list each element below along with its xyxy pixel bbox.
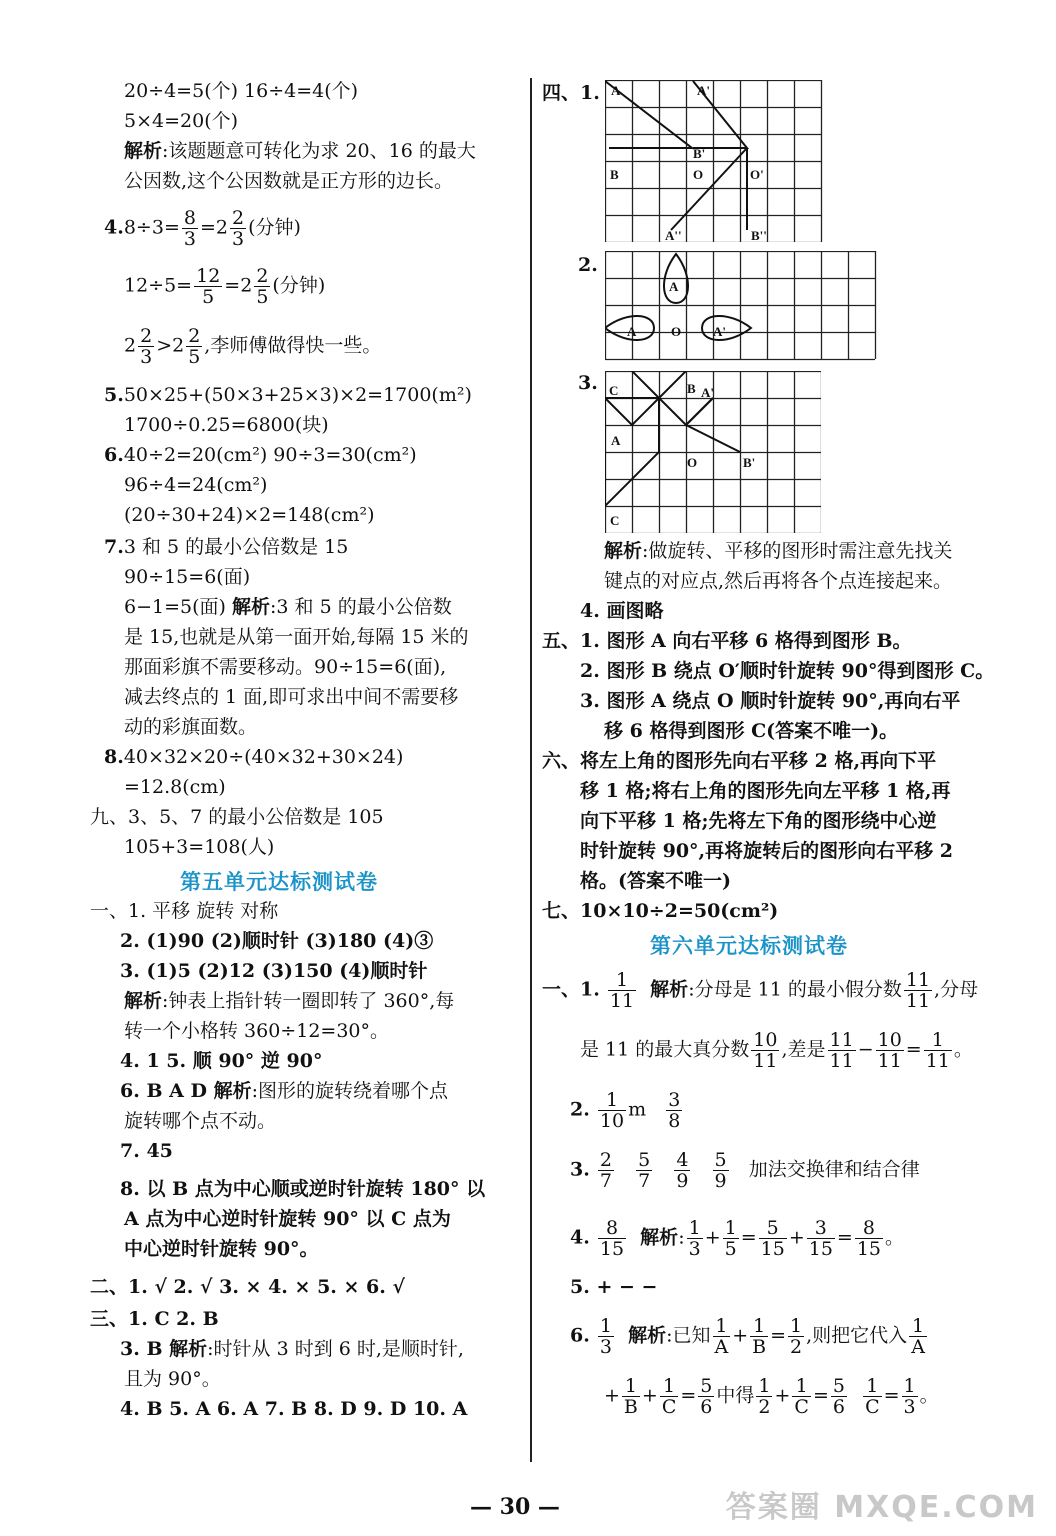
question-8-line1: 8.40×32×20÷(40×32+30×24)	[104, 746, 404, 768]
grid-1-label: 四、1.	[542, 82, 600, 104]
text-line: 旋转哪个点不动。	[124, 1110, 277, 1132]
text-line: 4. B 5. A 6. A 7. B 8. D 9. D 10. A	[120, 1398, 468, 1420]
answer-4: 4. $\frac{8}{15}$ 解析: $\frac{1}{3}$ + $\frac{1}{5}$ = $\frac{5}{15}$ + $\frac{3}{15}$ = $\frac{8}{15}$ 。	[570, 1217, 905, 1260]
point-label: O	[687, 455, 698, 470]
page-number: — 30 —	[470, 1494, 560, 1520]
question-8-line2: =12.8(cm)	[124, 776, 226, 798]
text-line: 是 15,也就是从第一面开始,每隔 15 米的	[124, 626, 469, 648]
text-line: 动的彩旗面数。	[124, 716, 258, 738]
answer-5: 5. + − −	[570, 1276, 658, 1298]
point-label: A'	[701, 385, 714, 400]
point-label: B'	[693, 146, 706, 161]
question-5-line2: 1700÷0.25=6800(块)	[124, 414, 329, 436]
text-line	[124, 140, 476, 162]
fraction: $\frac{8}{3}$	[183, 207, 196, 250]
point-label: B'	[743, 455, 756, 470]
point-label: B	[610, 167, 619, 182]
question-6-line2: 96÷4=24(cm²)	[124, 474, 268, 496]
question-6-line3: (20÷30+24)×2=148(cm²)	[124, 504, 375, 526]
question-5-line1: 5.50×25+(50×3+25×3)×2=1700(m²)	[104, 384, 472, 406]
text-line: 五、1. 图形 A 向右平移 6 格得到图形 B。	[542, 630, 912, 652]
answer-6-line2: + $\frac{1}{B}$ + $\frac{1}{C}$ = $\frac{5}{6}$ 中得 $\frac{1}{2}$ + $\frac{1}{C}$ = $\frac{5}{6}$ $\frac{1}{C}$ = $\frac{1}{3}$ 。	[604, 1375, 939, 1418]
fraction: $\frac{12}{5}$	[196, 265, 221, 308]
grid-figure-3	[605, 371, 821, 533]
question-4-line3: 2 $\frac{2}{3}$ >2 $\frac{2}{5}$ ,李师傅做得快一些。	[124, 325, 382, 368]
answer-3: 3. $\frac{2}{7}$ $\frac{5}{7}$ $\frac{4}{9}$ $\frac{5}{9}$ 加法交换律和结合律	[570, 1149, 920, 1192]
text-line: 5×4=20(个)	[124, 110, 239, 132]
text-line: 3. B 解析:时针从 3 时到 6 时,是顺时针,	[120, 1338, 464, 1360]
answer-1-line2: 是 11 的最大真分数 $\frac{10}{11}$ ,差是 $\frac{11}{11}$ − $\frac{10}{11}$ = $\frac{1}{11}$ 。	[580, 1029, 973, 1072]
analysis-label: 解析	[124, 140, 163, 162]
point-label: A''	[665, 228, 682, 242]
fraction: $\frac{2}{3}$	[140, 325, 153, 368]
point-label: A'	[697, 83, 710, 98]
text-line: 90÷15=6(面)	[124, 566, 251, 588]
point-label: A	[611, 83, 621, 98]
text: (分钟)	[248, 216, 301, 239]
text-line: 解析:做旋转、平移的图形时需注意先找关	[604, 540, 953, 562]
text-line: 8. 以 B 点为中心顺或逆时针旋转 180° 以	[120, 1178, 486, 1200]
text-line: 6. B A D 解析:图形的旋转绕着哪个点	[120, 1080, 448, 1102]
text-line: 六、将左上角的图形先向右平移 2 格,再向下平	[542, 750, 937, 772]
grid-2-label: 2.	[578, 254, 598, 276]
point-label: O'	[750, 167, 764, 182]
text-line: 移 6 格得到图形 C(答案不唯一)。	[604, 720, 899, 742]
text-line: 减去终点的 1 面,即可求出中间不需要移	[124, 686, 459, 708]
fraction: $\frac{2}{5}$	[188, 325, 201, 368]
grid-figure-2	[605, 251, 889, 363]
answer-6-line1: 6. $\frac{1}{3}$ 解析:已知 $\frac{1}{A}$ + $\frac{1}{B}$ = $\frac{1}{2}$ ,则把它代入 $\frac{1}{A}$	[570, 1315, 925, 1358]
text-line: 6−1=5(面) 解析:3 和 5 的最小公倍数	[124, 596, 452, 618]
text-line: 移 1 格;将右上角的图形先向左平移 1 格,再	[580, 780, 951, 802]
watermark	[726, 1482, 1038, 1526]
text-line: 20÷4=5(个) 16÷4=4(个)	[124, 80, 359, 102]
text-line: 4. 画图略	[580, 600, 664, 622]
grid-figure-1	[605, 80, 833, 242]
text-line: 且为 90°。	[124, 1368, 221, 1390]
text-line: 7. 45	[120, 1140, 173, 1162]
text-line: 2. 图形 B 绕点 O′顺时针旋转 90°得到图形 C。	[580, 660, 995, 682]
answer-2: 2. $\frac{1}{10}$ m $\frac{3}{8}$	[570, 1089, 681, 1132]
text-line: A 点为中心逆时针旋转 90° 以 C 点为	[124, 1208, 451, 1230]
text-line: 一、1. 平移 旋转 对称	[90, 900, 279, 922]
text: :该题题意可转化为求 20、16 的最大	[162, 140, 476, 162]
text-line: 公因数,这个公因数就是正方形的边长。	[124, 170, 454, 192]
text-line: 4. 1 5. 顺 90° 逆 90°	[120, 1050, 323, 1072]
question-9-line2: 105+3=108(人)	[124, 836, 275, 858]
answer-1-line1: 一、1. $\frac{1}{11}$ 解析:分母是 11 的最小假分数 $\frac{11}{11}$ ,分母	[542, 969, 979, 1012]
point-label: O	[693, 167, 704, 182]
fraction: $\frac{2}{3}$	[231, 207, 245, 250]
point-label: O	[671, 324, 682, 339]
section-2-answers: 二、1. √ 2. √ 3. × 4. × 5. × 6. √	[90, 1276, 405, 1298]
watermark-text: 答案圈 MXQE.COM	[725, 1490, 1038, 1525]
unit5-title: 第五单元达标测试卷	[180, 869, 378, 894]
text-line: 键点的对应点,然后再将各个点连接起来。	[604, 570, 953, 592]
text-line: 三、1. C 2. B	[90, 1308, 219, 1330]
grid-3-label: 3.	[578, 372, 598, 394]
fraction: $\frac{2}{5}$	[256, 265, 269, 308]
question-7-line1: 7.3 和 5 的最小公倍数是 15	[104, 536, 349, 558]
text-line: 3. 图形 A 绕点 O 顺时针旋转 90°,再向右平	[580, 690, 961, 712]
text-line: 中心逆时针旋转 90°。	[124, 1238, 319, 1260]
text-line: 向下平移 1 格;先将左下角的图形绕中心逆	[580, 810, 937, 832]
text-line: 时针旋转 90°,再将旋转后的图形向右平移 2	[580, 840, 954, 862]
text-line: 3. (1)5 (2)12 (3)150 (4)顺时针	[120, 960, 428, 982]
column-divider	[530, 78, 532, 1462]
question-6-line1: 6.40÷2=20(cm²) 90÷3=30(cm²)	[104, 444, 417, 466]
text: 8÷3=	[123, 216, 180, 239]
text: =2	[199, 216, 228, 239]
point-label: A	[627, 324, 637, 339]
point-label: B''	[751, 228, 767, 242]
question-4-line2: 12÷5= $\frac{12}{5}$ =2 $\frac{2}{5}$ (分钟)	[124, 265, 326, 308]
text-line: 转一个小格转 360÷12=30°。	[124, 1020, 389, 1042]
text-line: 那面彩旗不需要移动。90÷15=6(面),	[124, 656, 447, 678]
unit6-title: 第六单元达标测试卷	[650, 933, 848, 958]
question-4-line1	[104, 208, 301, 249]
point-label: A	[611, 433, 621, 448]
question-number: 4.	[104, 216, 124, 239]
point-label: A'	[713, 324, 726, 339]
point-label: B	[687, 381, 696, 396]
text-line: 解析:钟表上指针转一圈即转了 360°,每	[124, 990, 455, 1012]
question-9-line1: 九、3、5、7 的最小公倍数是 105	[90, 806, 384, 828]
text-line: 七、10×10÷2=50(cm²)	[542, 900, 779, 922]
point-label: A	[669, 279, 679, 294]
text-line: 2. (1)90 (2)顺时针 (3)180 (4)③	[120, 930, 434, 952]
text-line: 格。(答案不唯一)	[580, 870, 731, 892]
point-label: C	[610, 513, 620, 528]
point-label: C	[609, 383, 619, 398]
